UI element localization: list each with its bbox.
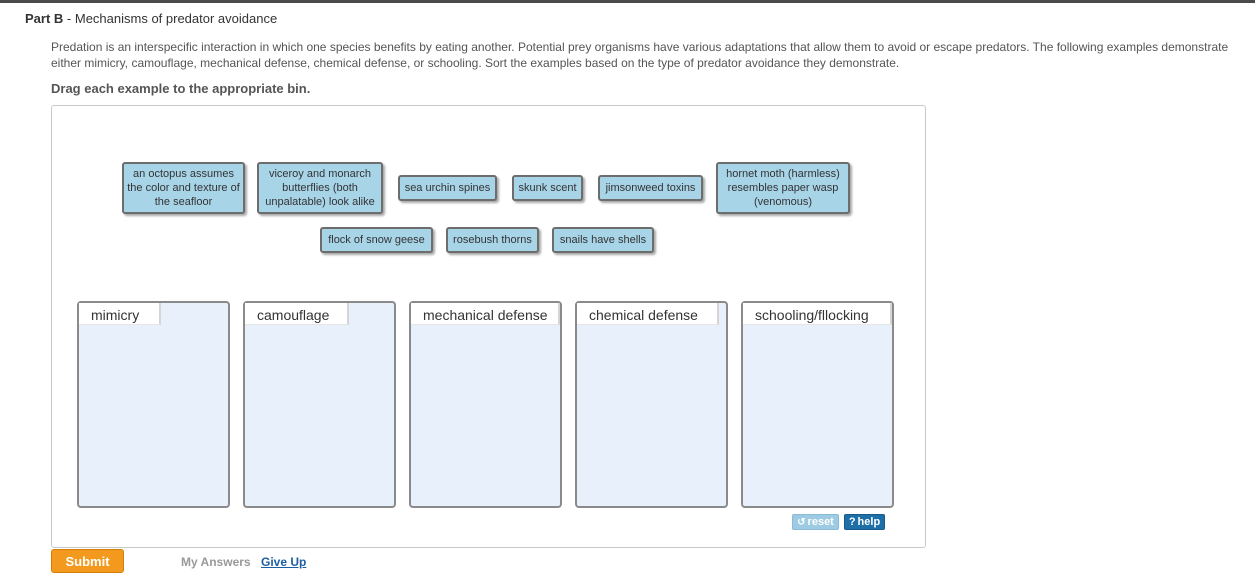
reset-label: reset [807,516,834,528]
label-octopus[interactable]: an octopus assumes the color and texture of the seafloor [122,162,245,214]
instruction-text: Drag each example to the appropriate bin. [51,81,311,96]
top-border [0,0,1255,3]
label-rosebush[interactable]: rosebush thorns [446,227,539,253]
part-name: Mechanisms of predator avoidance [74,11,278,26]
bin-title: mechanical defense [411,303,560,325]
bin-title: chemical defense [577,303,719,325]
label-viceroy-monarch[interactable]: viceroy and monarch butterflies (both unpalatable) look alike [257,162,383,214]
bin-chemical-defense[interactable] [575,301,728,508]
help-label: help [857,516,881,528]
label-hornet-moth[interactable]: hornet moth (harmless) resembles paper wasp (venomous) [716,162,850,214]
submit-button[interactable]: Submit [51,549,124,573]
bin-schooling-flocking[interactable] [741,301,894,508]
question-icon: ? [848,516,856,528]
label-jimsonweed[interactable]: jimsonweed toxins [598,175,703,201]
part-separator: - [63,11,75,26]
bin-mechanical-defense[interactable] [409,301,562,508]
part-title [25,11,277,26]
bin-mimicry[interactable] [77,301,230,508]
label-snails[interactable]: snails have shells [552,227,654,253]
bin-title: schooling/fllocking [743,303,892,325]
bin-camouflage[interactable] [243,301,396,508]
label-snow-geese[interactable]: flock of snow geese [320,227,433,253]
part-label: Part B [25,11,64,26]
bin-title: mimicry [79,303,161,325]
label-skunk[interactable]: skunk scent [512,175,583,201]
bin-title: camouflage [245,303,349,325]
help-button[interactable] [844,514,885,530]
give-up-link[interactable]: Give Up [261,555,307,569]
reset-button[interactable] [792,514,839,530]
intro-text: Predation is an interspecific interaction in which one species benefits by eating another. Potential prey organisms have various adaptations that allow them to avoid or escape predators. The following examples demonstrate either mimicry, camouflage, mechanical defense, chemical defense, or schooling. Sort the examples based on the type of predator avoidance they demonstrate. [51,40,1229,70]
my-answers-link[interactable]: My Answers [181,555,251,569]
label-sea-urchin[interactable]: sea urchin spines [398,175,497,201]
reset-arrow-icon: ↺ [797,516,806,528]
